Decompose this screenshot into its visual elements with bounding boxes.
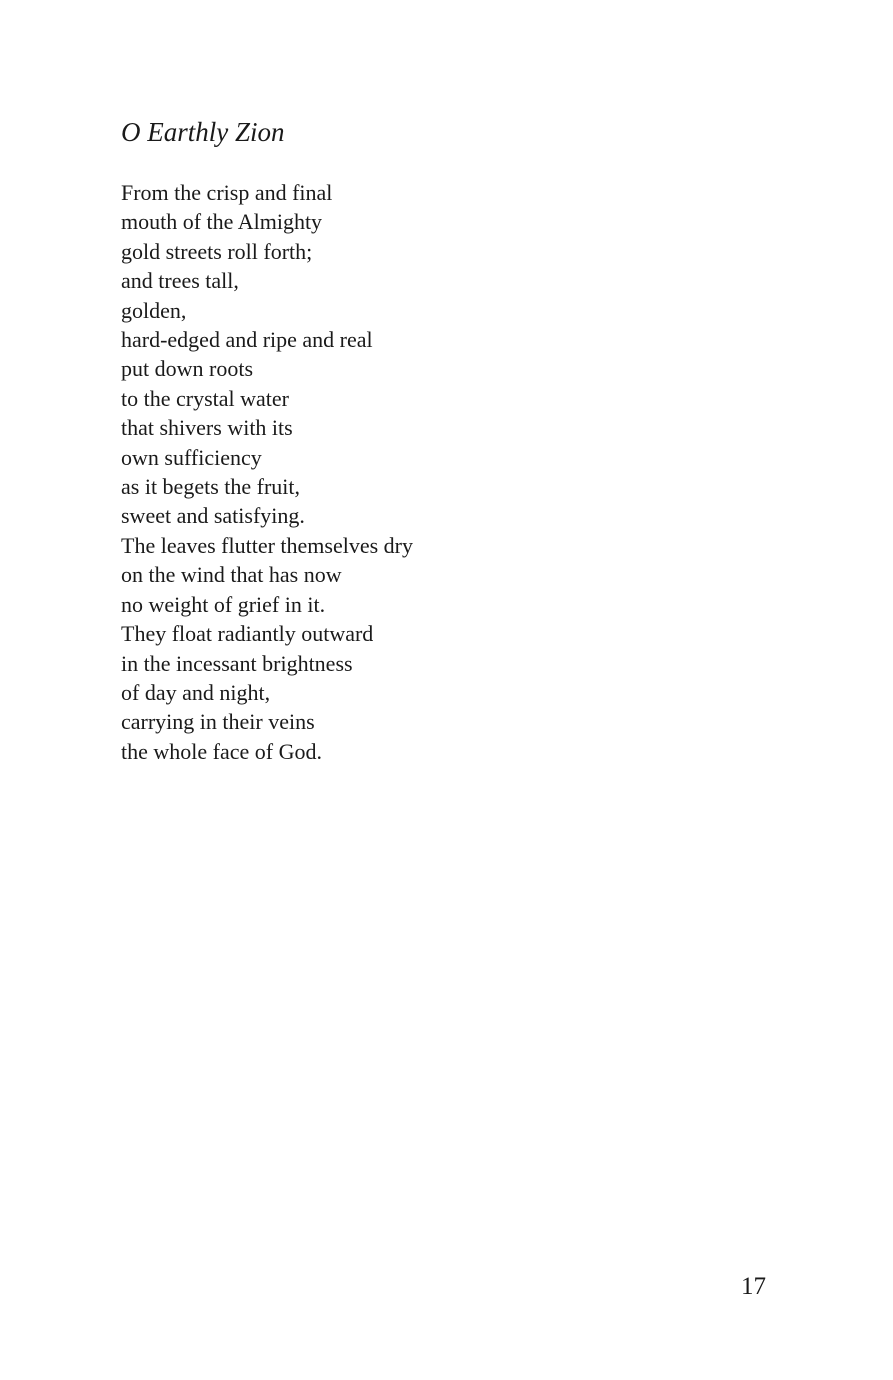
poem-title: O Earthly Zion: [121, 117, 285, 147]
poem-line: put down roots: [121, 356, 253, 382]
poem-line: gold streets roll forth;: [121, 238, 313, 264]
poem-line: From the crisp and final: [121, 180, 333, 205]
poem-line: mouth of the Almighty: [121, 209, 323, 235]
poem-line: own sufficiency: [121, 444, 262, 470]
poem-line: golden,: [121, 297, 187, 323]
page-number: 17: [741, 1273, 766, 1300]
poem-line: no weight of grief in it.: [121, 591, 326, 617]
poem-line: The leaves flutter themselves dry: [121, 532, 414, 558]
poem-line: sweet and satisfying.: [121, 503, 305, 529]
poem-body: [121, 178, 413, 766]
poem-line: of day and night,: [121, 679, 271, 705]
poem-line: and trees tall,: [121, 268, 239, 294]
poem-line: on the wind that has now: [121, 562, 342, 588]
poem-line: to the crystal water: [121, 385, 289, 411]
poem-line: that shivers with its: [121, 415, 293, 441]
poem-line: hard-edged and ripe and real: [121, 327, 373, 353]
poem-line: carrying in their veins: [121, 709, 315, 735]
poem-line: They float radiantly outward: [121, 621, 374, 647]
poem-line: in the incessant brightness: [121, 650, 353, 676]
poem-line: the whole face of God.: [121, 738, 322, 764]
poem-line: as it begets the fruit,: [121, 474, 301, 500]
